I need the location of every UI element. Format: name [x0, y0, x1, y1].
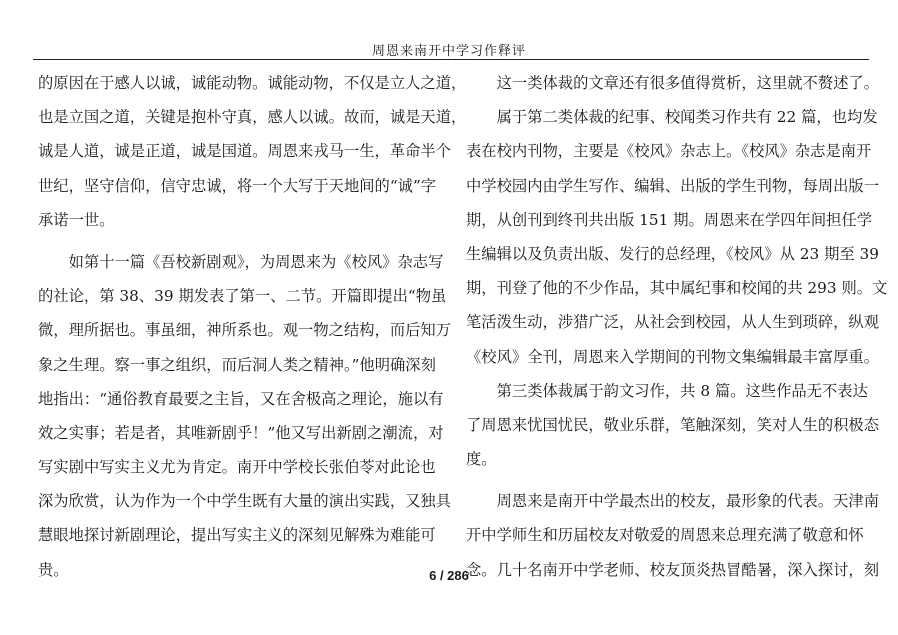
text-line: 属于第二类体裁的纪事、校闻类习作共有 22 篇，也均发 [466, 108, 878, 127]
text-line: 慧眼地探讨新剧理论，提出写实主义的深刻见解殊为难能可 [38, 526, 436, 545]
text-line: 这一类体裁的文章还有很多值得赏析，这里就不赘述了。 [466, 74, 880, 92]
text-line: 的原因在于感人以诚，诚能动物。诚能动物，不仅是立人之道， [38, 74, 467, 92]
text-line: 度。 [466, 450, 497, 469]
text-line: 中学校园内由学生写作、编辑、出版的学生刊物，每周出版一 [466, 176, 880, 195]
paragraph [466, 100, 888, 374]
text-line: 念。几十名南开中学老师、校友顶炎热冒酷暑，深入探讨，刻 [466, 560, 880, 579]
text-line: 也是立国之道，关键是抱朴守真，感人以诚。故而，诚是天道， [38, 108, 467, 127]
text-line: 《校风》全刊，周恩来入学期间的刊物文集编辑最丰富厚重。 [466, 347, 880, 366]
text-line: 地指出：“通俗教育最要之主旨，又在舍极高之理论，施以有 [38, 389, 444, 408]
text-line: 第三类体裁属于韵文习作，共 8 篇。这些作品无不表达 [466, 381, 868, 400]
text-line: 承诺一世。 [38, 210, 115, 229]
text-line: 期，从创刊到终刊共出版 151 期。周恩来在学四年间担任学 [466, 210, 873, 229]
paragraph [38, 66, 467, 237]
text-line: 表在校内刊物，主要是《校风》杂志上。《校风》杂志是南开 [466, 142, 872, 161]
text-line: 世纪，坚守信仰，信守忠诚，将一个大写于天地间的“诚”字 [38, 176, 437, 195]
text-line: 周恩来是南开中学最杰出的校友，最形象的代表。天津南 [466, 492, 880, 511]
right-text-column [466, 66, 888, 587]
text-line: 诚是人道，诚是正道，诚是国道。周恩来戎马一生，革命半个 [38, 142, 452, 161]
text-line: 写实剧中写实主义尤为肯定。南开中学校长张伯苓对此论也 [38, 458, 436, 477]
page-number: 6 / 286 [429, 568, 469, 583]
text-line: 的社论，第 38、39 期发表了第一、二节。开篇即提出“物虽 [38, 287, 447, 306]
page-header-title: 周恩来南开中学习作释评 [371, 44, 526, 59]
header-divider [33, 59, 869, 60]
text-line: 贵。 [38, 560, 69, 579]
paragraph [466, 66, 880, 100]
text-line: 期，刊登了他的不少作品，其中属纪事和校闻的共 293 则。文 [466, 279, 888, 298]
text-line: 生编辑以及负责出版、发行的总经理，《校风》从 23 期至 39 [466, 244, 879, 263]
text-line: 深为欣赏，认为作为一个中学生既有大量的演出实践，又独具 [38, 492, 452, 511]
text-line: 如第十一篇《吾校新剧观》，为周恩来为《校风》杂志写 [38, 252, 444, 271]
paragraph [466, 374, 880, 477]
text-line: 开中学师生和历届校友对敬爱的周恩来总理充满了敬意和怀 [466, 526, 864, 545]
text-line: 微，理所据也。事虽细，神所系也。观一物之结构，而后知万 [38, 321, 452, 340]
text-line: 象之生理。察一事之组织，而后洞人类之精神。”他明确深刻 [38, 355, 436, 374]
text-line: 笔活泼生动，涉猎广泛，从社会到校园，从人生到琐碎，纵观 [466, 313, 880, 332]
text-line: 效之实事；若是者，其唯新剧乎！”他又写出新剧之潮流，对 [38, 423, 444, 442]
text-line: 了周恩来忧国忧民，敬业乐群，笔触深刻，笑对人生的积极态 [466, 415, 880, 434]
